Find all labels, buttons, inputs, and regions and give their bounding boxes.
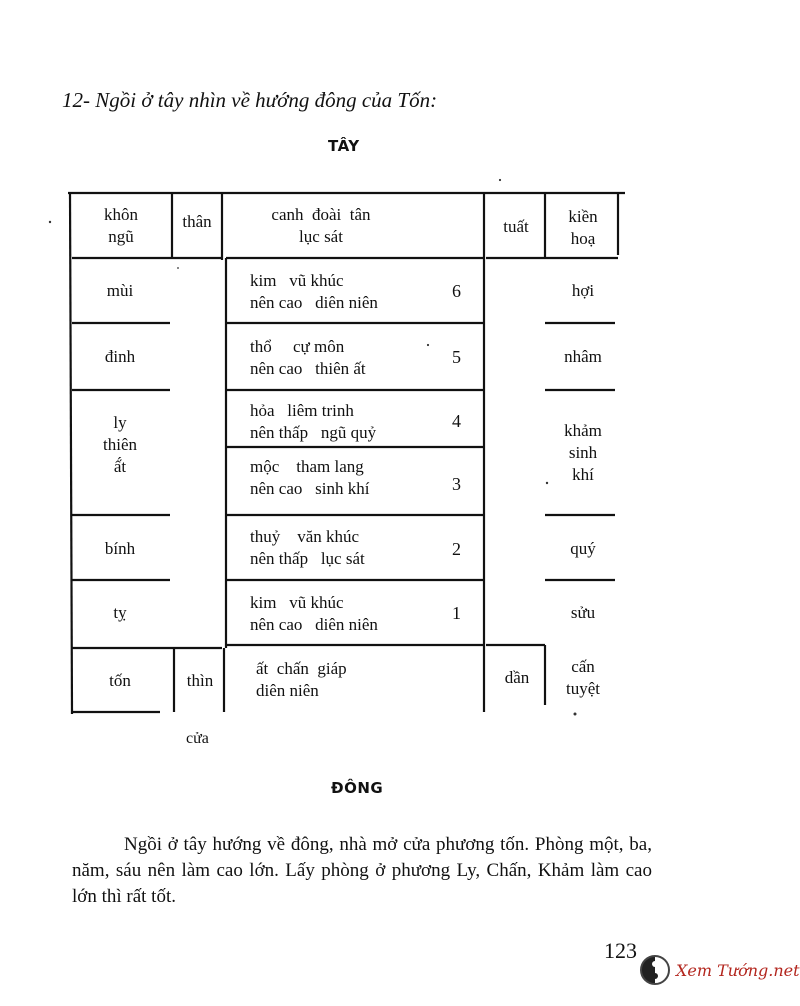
header-cell-than: thân xyxy=(182,212,212,231)
header-cell-tuat: tuất xyxy=(503,217,529,236)
watermark-text: Xem Tướng.net xyxy=(676,960,800,980)
direction-east-label: ĐÔNG xyxy=(331,779,384,797)
door-label: cửa xyxy=(186,730,209,747)
left-cell-dinh: đinh xyxy=(104,347,136,366)
room-5-number: 5 xyxy=(452,347,461,367)
left-cell-ty: tỵ xyxy=(113,603,127,622)
room-3-number: 3 xyxy=(452,474,461,494)
right-cell-can: cấn tuyệt xyxy=(566,657,600,698)
watermark-logo xyxy=(640,955,800,985)
direction-west-label: TÂY xyxy=(328,137,360,155)
room-2-text: thuỷ văn khúc nên thấp lục sát xyxy=(250,527,365,568)
right-cell-hoi: hợi xyxy=(571,281,595,300)
left-cell-ly: ly thiên ấ́t xyxy=(103,413,137,476)
header-cell-khon: khôn ngũ xyxy=(104,205,138,246)
header-cell-canh-doai-tan: canh đoài tân lục sát xyxy=(271,205,371,246)
room-4-text: hỏa liêm trinh nên thấp ngũ quỷ xyxy=(250,401,377,442)
room-5-text: thổ cự môn nên cao thiên ất xyxy=(250,337,366,378)
room-4-number: 4 xyxy=(452,411,461,431)
room-1-text: kim vũ khúc nên cao diên niên xyxy=(250,593,378,634)
room-6-text: kim vũ khúc nên cao diên niên xyxy=(250,271,378,312)
bottom-cell-at-chan-giap: ất chấn giáp diên niên xyxy=(256,659,347,700)
header-cell-kien: kiền hoạ xyxy=(568,207,598,248)
room-6-number: 6 xyxy=(452,281,461,301)
room-2-number: 2 xyxy=(452,539,461,559)
room-1-number: 1 xyxy=(452,603,461,623)
left-cell-mui: mùi xyxy=(106,281,134,300)
section-heading: 12- Ngồi ở tây nhìn về hướng đông của Tốn: xyxy=(62,88,438,112)
bottom-cell-dan: dần xyxy=(504,668,530,687)
left-cell-ton: tốn xyxy=(109,671,131,690)
description-paragraph: Ngồi ở tây hướng về đông, nhà mở cửa phương tốn. Phòng một, ba, năm, sáu nên làm cao lớn. Lấy phòng ở phương Ly, Chấn, Khảm làm cao lớn thì rất tốt. xyxy=(72,834,652,907)
right-cell-nham: nhâm xyxy=(564,347,602,366)
page-number: 123 xyxy=(604,938,637,963)
left-cell-thin: thìn xyxy=(186,671,214,690)
right-cell-quy: quý xyxy=(570,539,596,558)
right-cell-kham: khảm sinh khí xyxy=(564,421,602,484)
yin-yang-icon xyxy=(640,955,670,985)
right-cell-suu: sửu xyxy=(570,603,596,622)
room-3-text: mộc tham lang nên cao sinh khí xyxy=(250,457,370,498)
left-cell-binh: bính xyxy=(104,539,136,558)
